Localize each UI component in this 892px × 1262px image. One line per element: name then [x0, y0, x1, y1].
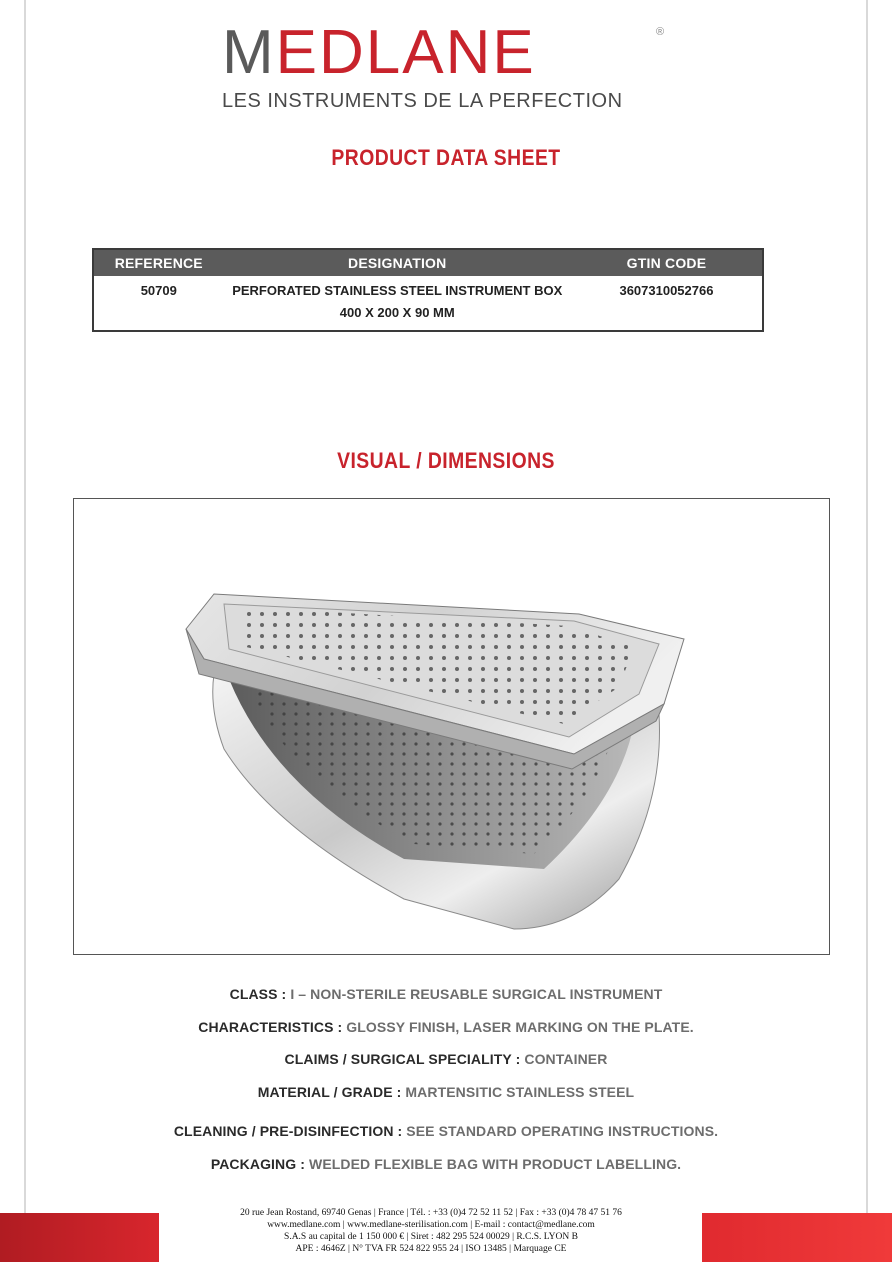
product-image-frame	[73, 498, 830, 955]
spec-cleaning	[0, 1123, 892, 1139]
product-data-sheet-title: PRODUCT DATA SHEET	[331, 145, 561, 170]
footer-accent-right	[702, 1213, 892, 1262]
footer-web: www.medlane.com | www.medlane-sterilisation.com | E-mail : contact@medlane.com	[267, 1220, 595, 1230]
spec-value: MARTENSITIC STAINLESS STEEL	[405, 1084, 635, 1100]
cell-reference: 50709	[140, 283, 177, 298]
registered-mark: ®	[656, 26, 665, 38]
logo-wordmark-rest: EDLANE	[275, 18, 536, 87]
visual-dimensions-title: VISUAL / DIMENSIONS	[337, 448, 555, 473]
spec-label: CLASS :	[229, 986, 291, 1002]
logo-letter-m: M	[222, 18, 276, 87]
table-header-row	[93, 249, 763, 276]
spec-label: CLEANING / PRE-DISINFECTION :	[173, 1123, 407, 1139]
spec-claims	[0, 1051, 892, 1067]
footer-registration: APE : 4646Z | N° TVA FR 524 822 955 24 | ISO 13485 | Marquage CE	[295, 1244, 567, 1254]
table-row	[93, 276, 763, 331]
cell-designation: PERFORATED STAINLESS STEEL INSTRUMENT BOX 400 X 200 X 90 MM	[232, 283, 563, 320]
spec-label: MATERIAL / GRADE :	[257, 1084, 406, 1100]
header-reference: REFERENCE	[93, 249, 224, 276]
spec-value: WELDED FLEXIBLE BAG WITH PRODUCT LABELLING.	[309, 1156, 682, 1172]
company-footer	[175, 1207, 687, 1255]
spec-material	[0, 1084, 892, 1100]
spec-characteristics	[0, 1019, 892, 1035]
cell-gtin: 3607310052766	[619, 283, 714, 298]
spec-packaging	[0, 1156, 892, 1172]
footer-capital: S.A.S au capital de 1 150 000 € | Siret : 482 295 524 00029 | R.C.S. LYON B	[284, 1232, 578, 1242]
spec-class	[0, 986, 892, 1002]
footer-address: 20 rue Jean Rostand, 69740 Genas | France | Tél. : +33 (0)4 72 52 11 52 | Fax : +33 (0)4 78 47 51 76	[240, 1208, 622, 1218]
spec-label: PACKAGING :	[210, 1156, 309, 1172]
spec-value: CONTAINER	[524, 1051, 608, 1067]
perforated-instrument-box-icon	[74, 499, 829, 954]
brand-tagline: LES INSTRUMENTS DE LA PERFECTION	[222, 90, 623, 112]
spec-value: SEE STANDARD OPERATING INSTRUCTIONS.	[406, 1123, 719, 1139]
page-border-right	[866, 0, 868, 1262]
footer-accent-left	[0, 1213, 159, 1262]
spec-value: I – NON-STERILE REUSABLE SURGICAL INSTRUMENT	[290, 986, 663, 1002]
spec-label: CHARACTERISTICS :	[198, 1019, 347, 1035]
spec-label: CLAIMS / SURGICAL SPECIALITY :	[284, 1051, 525, 1067]
header-designation: DESIGNATION	[224, 249, 571, 276]
spec-value: GLOSSY FINISH, LASER MARKING ON THE PLATE.	[346, 1019, 694, 1035]
product-reference-table	[92, 248, 764, 332]
header-gtin: GTIN CODE	[571, 249, 763, 276]
page-border-left	[24, 0, 26, 1262]
